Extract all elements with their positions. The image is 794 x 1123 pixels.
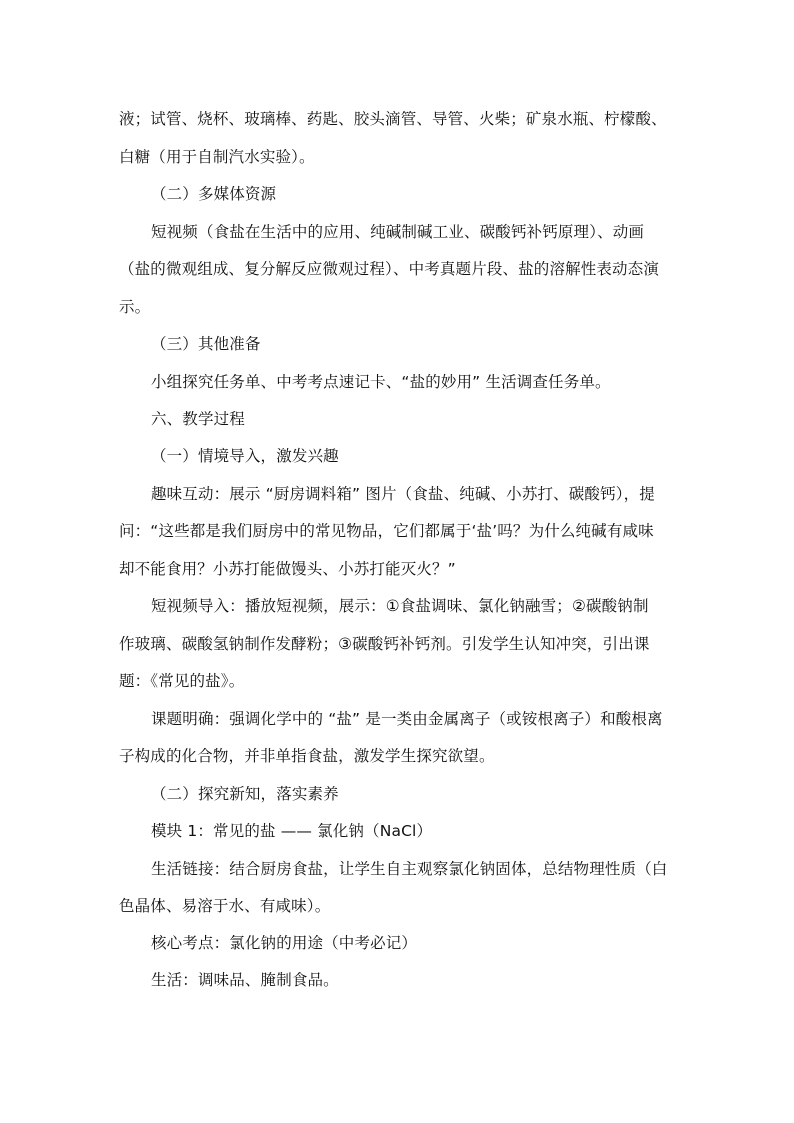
text-line: 课题明确：强调化学中的 “盐” 是一类由金属离子（或铵根离子）和酸根离 — [151, 710, 663, 728]
text-line: 生活链接：结合厨房食盐，让学生自主观察氯化钠固体，总结物理性质（白 — [151, 860, 668, 878]
text-line: 白糖（用于自制汽水实验）。 — [119, 148, 315, 166]
text-line: 液；试管、烧杯、玻璃棒、药匙、胶头滴管、导管、火柴；矿泉水瓶、柠檬酸、 — [119, 110, 667, 128]
text-line: 核心考点：氯化钠的用途（中考必记） — [151, 934, 418, 952]
text-line: 却不能食用？小苏打能做馒头、小苏打能灭火？” — [119, 560, 456, 578]
section-heading: （一）情境导入，激发兴趣 — [151, 447, 339, 465]
section-heading: （三）其他准备 — [151, 335, 261, 353]
module-heading: 模块 1：常见的盐 —— 氯化钠（NaCl） — [151, 822, 433, 840]
text-line: 生活：调味品、腌制食品。 — [151, 971, 339, 989]
text-line: 子构成的化合物，并非单指食盐，激发学生探究欲望。 — [119, 747, 495, 765]
text-line: 作玻璃、碳酸氢钠制作发酵粉；③碳酸钙补钙剂。引发学生认知冲突，引出课 — [119, 635, 650, 653]
section-heading: （二）多媒体资源 — [151, 185, 277, 203]
text-line: 短视频（食盐在生活中的应用、纯碱制碱工业、碳酸钙补钙原理）、动画 — [151, 223, 645, 241]
text-line: 示。 — [119, 298, 151, 316]
text-line: （盐的微观组成、复分解反应微观过程）、中考真题片段、盐的溶解性表动态演 — [119, 260, 660, 278]
section-heading: （二）探究新知，落实素养 — [151, 785, 339, 803]
text-line: 色晶体、易溶于水、有咸味）。 — [119, 897, 331, 915]
text-line: 趣味互动：展示 “厨房调料箱” 图片（食盐、纯碱、小苏打、碳酸钙），提 — [151, 485, 655, 503]
text-line: 小组探究任务单、中考考点速记卡、“盐的妙用” 生活调查任务单。 — [151, 373, 611, 391]
section-heading: 六、教学过程 — [151, 410, 245, 428]
text-line: 问：“这些都是我们厨房中的常见物品，它们都属于‘盐’吗？为什么纯碱有咸味 — [119, 522, 654, 540]
text-line: 短视频导入：播放短视频，展示：①食盐调味、氯化钠融雪；②碳酸钠制 — [151, 597, 649, 615]
text-line: 题：《常见的盐》。 — [119, 672, 245, 690]
